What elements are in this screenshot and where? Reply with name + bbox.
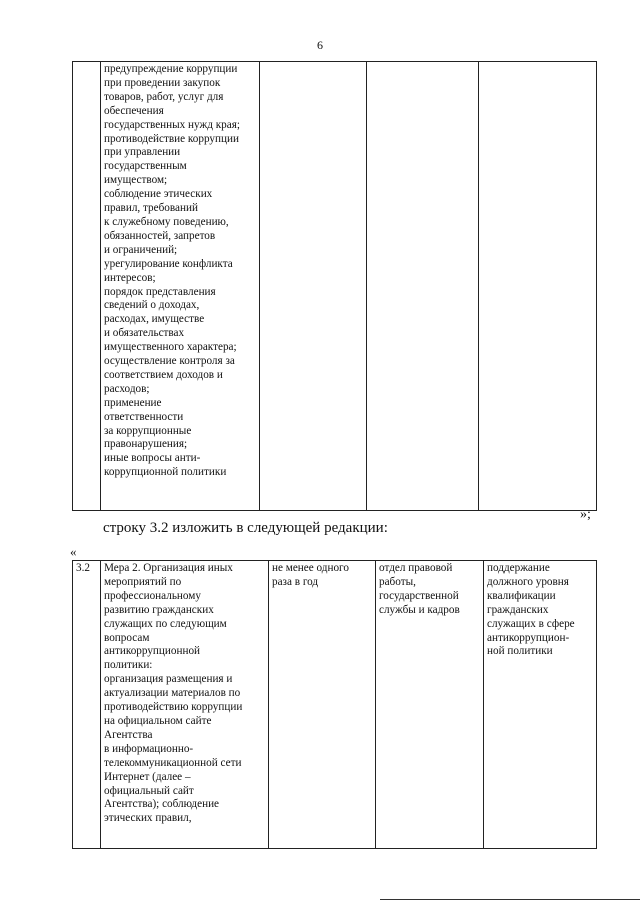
- text-line: предупреждение коррупции: [104, 63, 238, 75]
- measure-cell: [101, 62, 260, 511]
- text-line: должного уровня: [487, 575, 569, 588]
- page-number: 6: [317, 38, 323, 52]
- text-line: службы и кадров: [379, 603, 460, 616]
- measure-cell: [101, 561, 269, 849]
- text-line: в информационно-: [104, 742, 194, 755]
- text-line: отдел правовой: [379, 562, 453, 574]
- text-line: ответственности: [104, 410, 184, 423]
- text-line: антикоррупционной: [104, 645, 201, 658]
- text-line: коррупционной политики: [104, 466, 227, 479]
- text-line: при управлении: [104, 146, 181, 159]
- text-line: соблюдение этических: [104, 188, 213, 201]
- row-number-cell: [73, 62, 101, 511]
- row-3-2-table: [72, 560, 597, 849]
- text-line: к служебному поведению,: [104, 215, 229, 228]
- text-line: актуализации материалов по: [104, 687, 241, 700]
- result-cell: [479, 62, 597, 511]
- text-line: сведений о доходах,: [104, 299, 200, 312]
- deadline-text: [272, 562, 372, 590]
- text-line: государственных нужд края;: [104, 118, 240, 131]
- text-line: Интернет (далее –: [104, 770, 191, 783]
- result-cell: [484, 561, 597, 849]
- text-line: и ограничений;: [104, 243, 178, 256]
- text-line: этических правил,: [104, 812, 192, 825]
- text-line: имуществом;: [104, 174, 168, 187]
- text-line: расходов;: [104, 382, 150, 395]
- text-line: вопросам: [104, 631, 150, 644]
- text-line: иные вопросы анти-: [104, 452, 201, 465]
- text-line: Мера 2. Организация иных: [104, 562, 233, 574]
- row-number-cell: [73, 561, 101, 849]
- footer-rule: [380, 899, 640, 900]
- text-line: и обязательствах: [104, 327, 185, 340]
- text-line: профессиональному: [104, 589, 201, 602]
- table-row: [73, 561, 597, 849]
- text-line: Агентства); соблюдение: [104, 798, 220, 811]
- text-line: применение: [104, 396, 162, 409]
- text-line: правил, требований: [104, 202, 198, 215]
- continuation-table: [72, 61, 597, 511]
- text-line: за коррупционные: [104, 424, 192, 437]
- text-line: Агентства: [104, 728, 153, 741]
- result-text: [487, 562, 593, 659]
- text-line: гражданских: [487, 603, 549, 616]
- instruction-text: строку 3.2 изложить в следующей редакции:: [103, 520, 388, 536]
- text-line: государственным: [104, 160, 187, 173]
- text-line: официальный сайт: [104, 784, 194, 797]
- text-line: мероприятий по: [104, 575, 182, 588]
- text-line: урегулирование конфликта: [104, 257, 233, 270]
- text-line: служащих в сфере: [487, 617, 575, 630]
- responsible-cell: [367, 62, 479, 511]
- responsible-cell: [376, 561, 484, 849]
- deadline-cell: [260, 62, 367, 511]
- text-line: обеспечения: [104, 104, 164, 117]
- text-line: служащих по следующим: [104, 617, 227, 630]
- text-line: не менее одного: [272, 562, 349, 574]
- text-line: противодействию коррупции: [104, 701, 243, 714]
- text-line: раза в год: [272, 575, 319, 588]
- table-row: [73, 62, 597, 511]
- text-line: поддержание: [487, 562, 550, 574]
- measure-text: [104, 562, 265, 826]
- text-line: работы,: [379, 575, 416, 588]
- text-line: антикоррупцион-: [487, 631, 570, 644]
- text-line: на официальном сайте: [104, 714, 212, 727]
- deadline-cell: [269, 561, 376, 849]
- text-line: расходах, имуществе: [104, 313, 205, 326]
- text-line: квалификации: [487, 589, 556, 602]
- text-line: товаров, работ, услуг для: [104, 90, 224, 103]
- text-line: правонарушения;: [104, 438, 188, 451]
- responsible-text: [379, 562, 480, 618]
- opening-quote: «: [70, 544, 77, 559]
- text-line: противодействие коррупции: [104, 132, 239, 145]
- text-line: порядок представления: [104, 285, 216, 298]
- measure-text: [104, 63, 256, 480]
- text-line: при проведении закупок: [104, 76, 221, 89]
- text-line: политики:: [104, 659, 153, 672]
- row-number: 3.2: [76, 562, 90, 574]
- closing-quote: »;: [580, 507, 591, 522]
- text-line: государственной: [379, 589, 459, 602]
- text-line: осуществление контроля за: [104, 355, 235, 368]
- text-line: интересов;: [104, 271, 156, 284]
- text-line: развитию гражданских: [104, 603, 214, 616]
- text-line: организация размещения и: [104, 673, 233, 686]
- text-line: телекоммуникационной сети: [104, 756, 242, 769]
- text-line: обязанностей, запретов: [104, 229, 216, 242]
- text-line: соответствием доходов и: [104, 368, 223, 381]
- text-line: ной политики: [487, 645, 553, 658]
- text-line: имущественного характера;: [104, 341, 237, 354]
